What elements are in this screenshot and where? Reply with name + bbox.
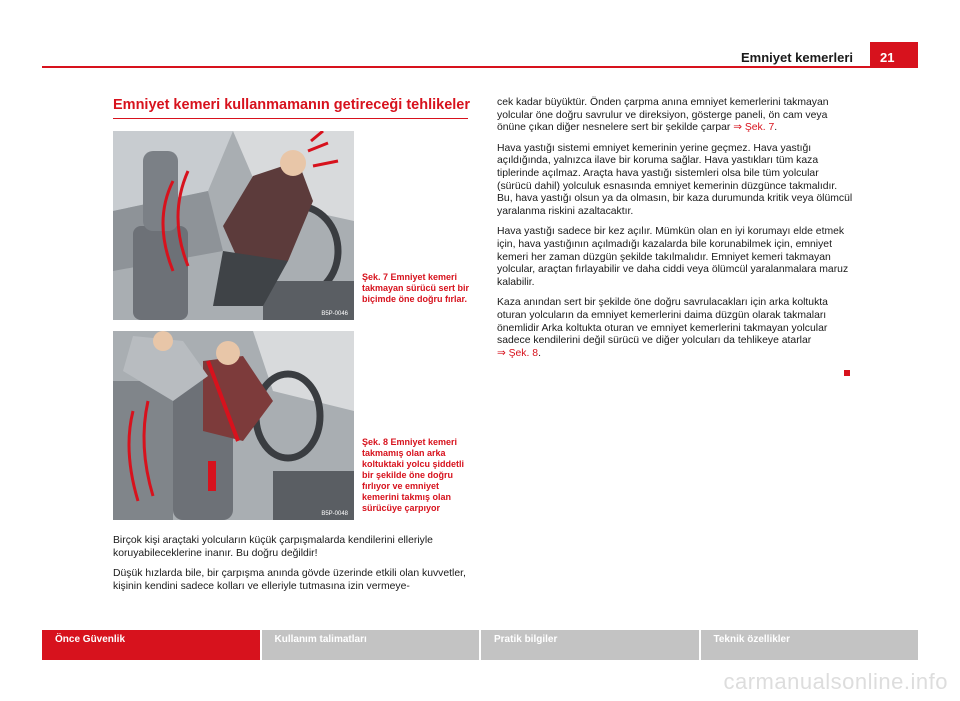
paragraph-text: Kaza anından sert bir şekilde öne doğru savrulacakları için arka koltukta oturan yolcuların da emniyet kemerlerini daima düzgün olarak takmaları önemlidir Arka koltukta oturan ve emniyet kemerlerini takmayan yolcular sadece kendilerini değil sürücü ve diğer yolcuları da tehlikeye atarlar — [497, 297, 828, 347]
section-title: Emniyet kemeri kullanmamanın getireceği tehlikeler — [113, 97, 471, 113]
section-title-rule — [113, 118, 468, 119]
figure-8-caption: Şek. 8 Emniyet kemeri takmamış olan arka koltuktaki yolcu şiddetli bir şekilde öne doğru fırlıyor ve emniyet kemerini takmış olan sürücüye çarpıyor — [362, 437, 465, 513]
tab-kullanim-talimatlari[interactable]: Kullanım talimatları — [262, 630, 480, 660]
page-number: 21 — [870, 42, 918, 68]
paragraph: Hava yastığı sistemi emniyet kemerinin yerine geçmez. Hava yastığı açıldığında, yalnızca ilave bir koruma sağlar. Hava yastıkları tüm kaza tiplerinde açılmaz. Araçta hava yastığı sistemleri olsa bile tüm yolcular (sürücü dahil) yolculuk esnasında emniyet kemerinin düzgünce takmalıdır. Bu, hava yastığı olsun ya da olmasın, bir kaza durumunda kritik veya ölümcül yaralanma riskini azaltacaktır. — [497, 142, 853, 217]
paragraph: Hava yastığı sadece bir kez açılır. Mümkün olan en iyi korumayı elde etmek için, hava yastığının açılmadığı kazalarda bile korunabilmek için, emniyet kemeri her zaman düzgün şekilde takılmalıdır. Emniyet kemeri takmayan yolcular, araçtan fırlayabilir ve daha ciddi veya ölümcül yaralanmalara maruz kalabilir. — [497, 226, 849, 288]
figure-8-reference-link[interactable]: ⇒ Şek. 8 — [497, 347, 539, 359]
left-column-text — [113, 535, 470, 601]
tab-once-guvenlik[interactable]: Önce Güvenlik — [42, 630, 260, 660]
right-column-text — [497, 97, 853, 368]
tab-teknik-ozellikler[interactable]: Teknik özellikler — [701, 630, 919, 660]
figure-code: B5P-0046 — [321, 311, 348, 317]
tab-pratik-bilgiler[interactable]: Pratik bilgiler — [481, 630, 699, 660]
paragraph: Kaza anından sert bir şekilde öne doğru savrulacakları için arka koltukta oturan yolcuların da emniyet kemerlerini daima düzgün olarak takmaları önemlidir Arka koltukta oturan ve emniyet kemerlerini takmayan yolcular sadece kendilerini değil sürücü ve diğer yolcuları da tehlikeye atarlar ⇒ Şek. 8. — [497, 297, 828, 359]
section-end-marker — [844, 370, 850, 376]
figure-7-caption: Şek. 7 Emniyet kemeri takmayan sürücü sert bir biçimde öne doğru fırlar. — [362, 272, 470, 304]
paragraph: Düşük hızlarda bile, bir çarpışma anında gövde üzerinde etkili olan kuvvetler, kişinin kendini sadece kolları ve elleriyle tutmasına izin vermeye- — [113, 568, 466, 592]
header-rule — [42, 66, 918, 68]
footer-tab-bar — [42, 630, 918, 660]
figure-8-illustration — [113, 331, 354, 520]
paragraph: cek kadar büyüktür. Önden çarpma anına emniyet kemerlerini takmayan yolcular öne doğru savrulur ve direksiyon, gösterge paneli, ön cam veya önüne çıkan diğer nesnelere sert bir şekilde çarpar ⇒ Şek. 7. — [497, 97, 829, 134]
figure-code: B5P-0048 — [321, 511, 348, 517]
running-header-title: Emniyet kemerleri — [740, 50, 853, 65]
paragraph: Birçok kişi araçtaki yolcuların küçük çarpışmalarda kendilerini elleriyle koruyabileceklerine inanır. Bu doğru değildir! — [113, 535, 433, 559]
watermark: carmanualsonline.info — [723, 669, 948, 694]
figure-7-reference-link[interactable]: ⇒ Şek. 7 — [733, 122, 775, 134]
paragraph-text: cek kadar büyüktür. Önden çarpma anına emniyet kemerlerini takmayan yolcular öne doğru savrulur ve direksiyon, gösterge paneli, ön cam veya önüne çıkan diğer nesnelere sert bir şekilde çarpar — [497, 97, 829, 134]
figure-7-illustration — [113, 131, 354, 320]
